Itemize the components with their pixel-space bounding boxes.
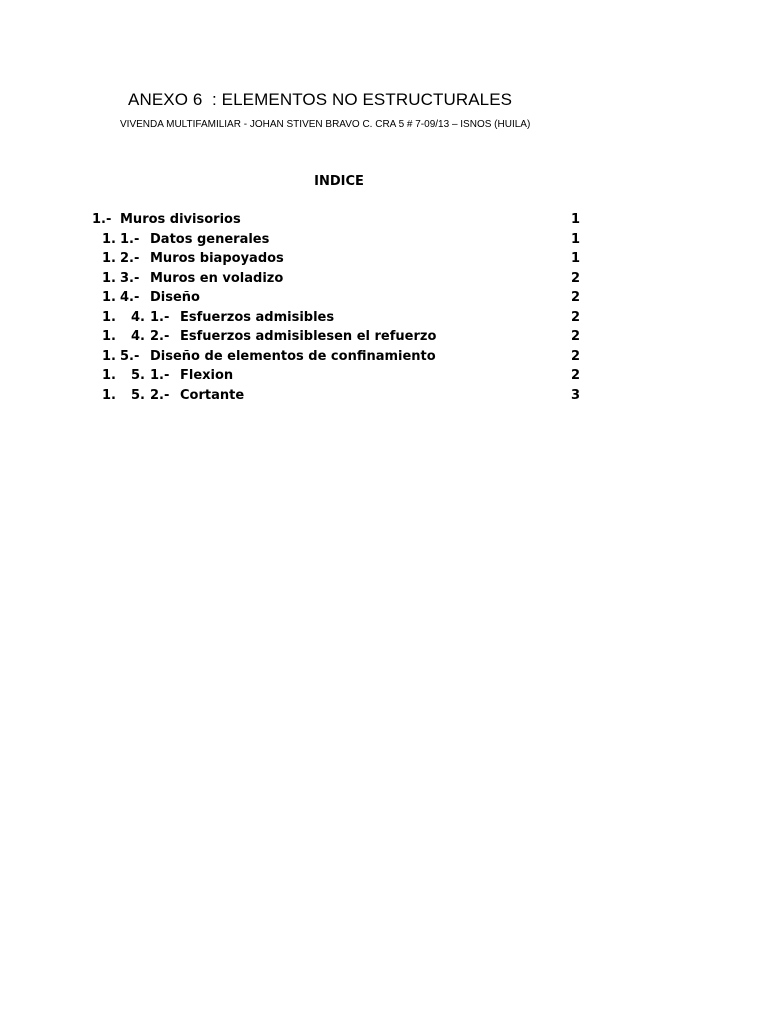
toc-number: 1. <box>102 329 116 344</box>
toc-number: 1.- <box>150 309 170 325</box>
toc-entry[interactable] <box>0 288 768 308</box>
toc-page-number: 1 <box>571 212 581 227</box>
toc-number: 1.- <box>150 368 170 383</box>
toc-number: 1. <box>102 368 116 383</box>
toc-number: 1. <box>102 231 116 247</box>
toc-number: 4. <box>131 309 145 325</box>
toc-entry[interactable] <box>0 249 768 269</box>
toc-entry[interactable] <box>0 269 768 289</box>
toc-entry[interactable] <box>0 230 768 250</box>
toc-number: 4. <box>131 329 145 344</box>
toc-label: Muros en voladizo <box>150 270 284 286</box>
toc-label: Flexion <box>180 368 234 383</box>
toc-number: 1. <box>102 348 116 364</box>
table-of-contents <box>0 210 768 405</box>
toc-entry[interactable] <box>0 386 768 406</box>
toc-number: 5. <box>131 368 145 383</box>
toc-number: 1. <box>102 251 116 266</box>
toc-number: 3.- <box>120 270 140 286</box>
toc-number: 2.- <box>120 251 140 266</box>
toc-page-number: 2 <box>571 329 581 344</box>
toc-number: 1. <box>102 290 116 305</box>
toc-entry[interactable] <box>0 327 768 347</box>
index-heading: INDICE <box>314 174 364 189</box>
toc-number: 5. <box>131 387 145 403</box>
toc-number: 5.- <box>120 348 140 364</box>
toc-number: 1. <box>102 270 116 286</box>
toc-page-number: 2 <box>571 270 581 286</box>
toc-entry[interactable] <box>0 366 768 386</box>
toc-page-number: 2 <box>571 290 581 305</box>
toc-entry[interactable] <box>0 308 768 328</box>
toc-number: 1. <box>102 387 116 403</box>
toc-entry[interactable] <box>0 347 768 367</box>
toc-number: 2.- <box>150 387 170 403</box>
toc-page-number: 2 <box>571 368 581 383</box>
toc-label: Esfuerzos admisibles <box>180 309 335 325</box>
toc-label: Muros divisorios <box>120 212 241 227</box>
toc-page-number: 2 <box>571 309 581 325</box>
document-subtitle: VIVENDA MULTIFAMILIAR - JOHAN STIVEN BRAVO C. CRA 5 # 7-09/13 – ISNOS (HUILA) <box>120 119 531 130</box>
document-title: ANEXO 6 : ELEMENTOS NO ESTRUCTURALES <box>128 90 513 109</box>
toc-number: 4.- <box>120 290 140 305</box>
toc-label: Datos generales <box>150 231 270 247</box>
toc-page-number: 1 <box>571 251 581 266</box>
toc-label: Esfuerzos admisiblesen el refuerzo <box>180 329 437 344</box>
toc-label: Muros biapoyados <box>150 251 284 266</box>
toc-number: 1.- <box>120 231 140 247</box>
toc-page-number: 2 <box>571 348 581 364</box>
toc-number: 1.- <box>92 212 112 227</box>
toc-entry[interactable] <box>0 210 768 230</box>
toc-label: Diseño <box>150 290 200 305</box>
toc-label: Cortante <box>180 387 245 403</box>
toc-number: 2.- <box>150 329 170 344</box>
toc-label: Diseño de elementos de confinamiento <box>150 348 436 364</box>
toc-page-number: 3 <box>571 387 581 403</box>
toc-page-number: 1 <box>571 231 581 247</box>
toc-number: 1. <box>102 309 116 325</box>
